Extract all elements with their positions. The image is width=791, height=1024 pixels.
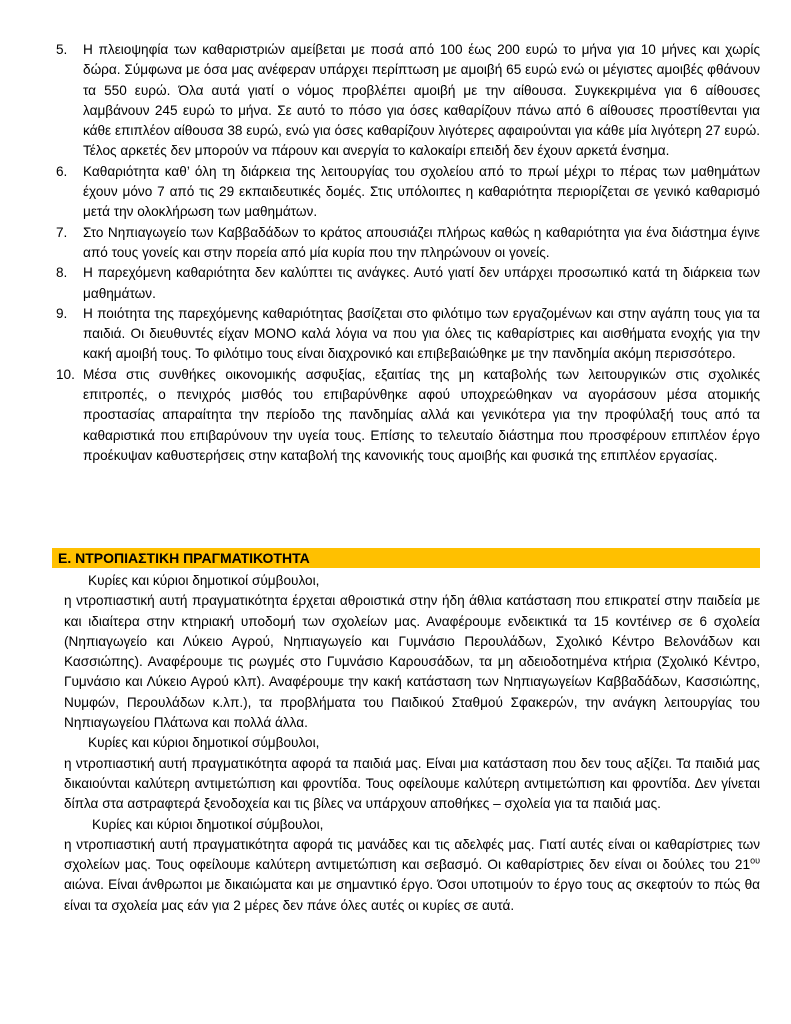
section-heading: Ε. ΝΤΡΟΠΙΑΣΤΙΚΗ ΠΡΑΓΜΑΤΙΚΟΤΗΤΑ — [52, 548, 760, 568]
list-item — [56, 223, 760, 264]
list-item-text: Η παρεχόμενη καθαριότητα δεν καλύπτει τις ανάγκες. Αυτό γιατί δεν υπάρχει προσωπικό κατά τη διάρκεια των μαθημάτων. — [83, 265, 760, 301]
list-number: 5. — [56, 42, 68, 57]
superscript-ordinal: ου — [750, 855, 760, 866]
paragraph-buildings: η ντροπιαστική αυτή πραγματικότητα έρχεται αθροιστικά στην ήδη άθλια κατάσταση που επικρατεί στην παιδεία με και ιδιαίτερα στην κτηριακή υποδομή των σχολείων μας. Αναφέρουμε ενδεικτικά τα 15 κοντέινερ σε 6 σχολεία (Νηπιαγωγείο και Λύκειο Αγρού, Νηπιαγωγείο και Γυμνάσιο Περουλάδων, Σχολικό Κέντρο Βελονάδων και Κασσιώπης). Αναφέρουμε τις ρωγμές στο Γυμνάσιο Καρουσάδων, τα μη αδειοδοτημένα κτήρια (Σχολικό Κέντρο, Γυμνάσιο και Λύκειο Αγρού κλπ). Αναφέρουμε την κακή κατάσταση των Νηπιαγωγείων Καββαδάδων, Κασσιώπης, Νυμφών, Περουλάδων κ.λπ.), τα προβλήματα του Παιδικού Σταθμού Σφακερών, την ανάγκη λειτουργίας του Νηπιαγωγείου Πλάτωνα και πολλά άλλα. — [64, 593, 760, 731]
list-item — [56, 365, 760, 466]
list-item-text: Στο Νηπιαγωγείο των Καββαδάδων το κράτος απουσιάζει πλήρως καθώς η καθαριότητα για ένα διάστημα έγινε από τους γονείς και στην πορεία από μία κυρία που την πληρώνουν οι γονείς. — [83, 224, 760, 260]
greeting: Κυρίες και κύριοι δημοτικοί σύμβουλοι, — [88, 735, 320, 751]
section-body — [64, 571, 760, 916]
paragraph-cleaners — [64, 835, 760, 916]
list-item-text: Η ποιότητα της παρεχόμενης καθαριότητας βασίζεται στο φιλότιμο των εργαζομένων και στην αγάπη τους για τα παιδιά. Οι διευθυντές είχαν ΜΟΝΟ καλά λόγια να που για όλες τις καθαρίστριες και αισθήματα ενοχής για την κακή αμοιβή τους. Το φιλότιμο τους είναι διαχρονικό και επιβεβαιώθηκε με την πανδημία ακόμη περισσότερο. — [83, 305, 760, 362]
numbered-list — [56, 40, 760, 466]
list-item-text: Καθαριότητα καθ’ όλη τη διάρκεια της λειτουργίας του σχολείου από το πρωί μέχρι το πέρας των μαθημάτων έχουν μόνο 7 από τις 29 εκπαιδευτικές δομές. Στις υπόλοιπες η καθαριότητα περιορίζεται σε γενικό καθαρισμό μετά την ολοκλήρωση των μαθημάτων. — [83, 163, 760, 220]
list-item — [56, 40, 760, 162]
list-item — [56, 304, 760, 365]
paragraph-children: η ντροπιαστική αυτή πραγματικότητα αφορά τα παιδιά μας. Είναι μια κατάσταση που δεν τους αξίζει. Τα παιδιά μας δικαιούνται καλύτερη αντιμετώπιση και φροντίδα. Τους οφείλουμε καλύτερη αντιμετώπιση και φροντίδα. Δεν γίνεται δίπλα στα αστραφτερά ξενοδοχεία και τις βίλες να υπάρχουν αποθήκες – σχολεία για τα παιδιά μας. — [64, 755, 760, 812]
list-item-text: Μέσα στις συνθήκες οικονομικής ασφυξίας, εξαιτίας της μη καταβολής των λειτουργικών στις σχολικές επιτροπές, ο πενιχρός μισθός του επιβαρύνθηκε αφού υποχρεώθηκαν να αγοράσουν μέσα ατομικής προστασίας απαραίτητα την περίοδο της πανδημίας αλλά και γενικότερα για την προφύλαξή τους από τα καθαριστικά που επιβαρύνουν την υγεία τους. Επίσης το τελευταίο διάστημα που προσφέρουν επιπλέον έργο προέκυψαν καθυστερήσεις στην καταβολή της κανονικής τους αμοιβής και φυσικά της επιπλέον εργασίας. — [83, 366, 760, 463]
list-item-text: Η πλειοψηφία των καθαριστριών αμείβεται με ποσά από 100 έως 200 ευρώ το μήνα για 10 μήνες και χωρίς δώρα. Σύμφωνα με όσα μας ανέφεραν υπάρχει περίπτωση με αμοιβή 65 ευρώ ενώ οι μέγιστες αμοιβές φθάνουν τα 550 ευρώ. Όλα αυτά γιατί ο νόμος προβλέπει αμοιβή με την αίθουσα. Συγκεκριμένα για 6 αίθουσες λαμβάνουν 245 ευρώ το μήνα. Σε αυτό το πόσο για όσες καθαρίζουν πάνω από 6 αίθουσες προστίθενται για κάθε επιπλέον αίθουσα 38 ευρώ, ενώ για όσες καθαρίζουν λιγότερες αφαιρούνται για κάθε μία λιγότερη 27 ευρώ. Τέλος αρκετές δεν μπορούν να πάρουν και ανεργία το καλοκαίρι επειδή δεν έχουν αρκετά ένσημα. — [83, 42, 760, 159]
list-number: 7. — [56, 224, 68, 240]
list-number: 6. — [56, 163, 68, 179]
paragraph-text: η ντροπιαστική αυτή πραγματικότητα αφορά τις μανάδες και τις αδελφές μας. Γιατί αυτές είναι οι καθαρίστριες των σχολείων μας. Τους οφείλουμε καλύτερη αντιμετώπιση και σεβασμό. Οι καθαρίστριες δεν είναι οι δούλες του 21 — [64, 836, 760, 873]
list-number: 8. — [56, 265, 68, 281]
list-number: 9. — [56, 305, 68, 321]
greeting: Κυρίες και κύριοι δημοτικοί σύμβουλοι, — [88, 573, 320, 588]
list-item — [56, 263, 760, 304]
paragraph-text: αιώνα. Είναι άνθρωποι με δικαιώματα και με σημαντικό έργο. Όσοι υποτιμούν το έργο τους ας σκεφτούν το πώς θα είναι τα σχολεία μας εάν για 2 μέρες δεν πάνε όλες αυτές οι κυρίες σε αυτά. — [64, 877, 760, 913]
greeting: Κυρίες και κύριοι δημοτικοί σύμβουλοι, — [92, 816, 324, 832]
list-number: 10. — [56, 366, 75, 382]
list-item — [56, 162, 760, 223]
